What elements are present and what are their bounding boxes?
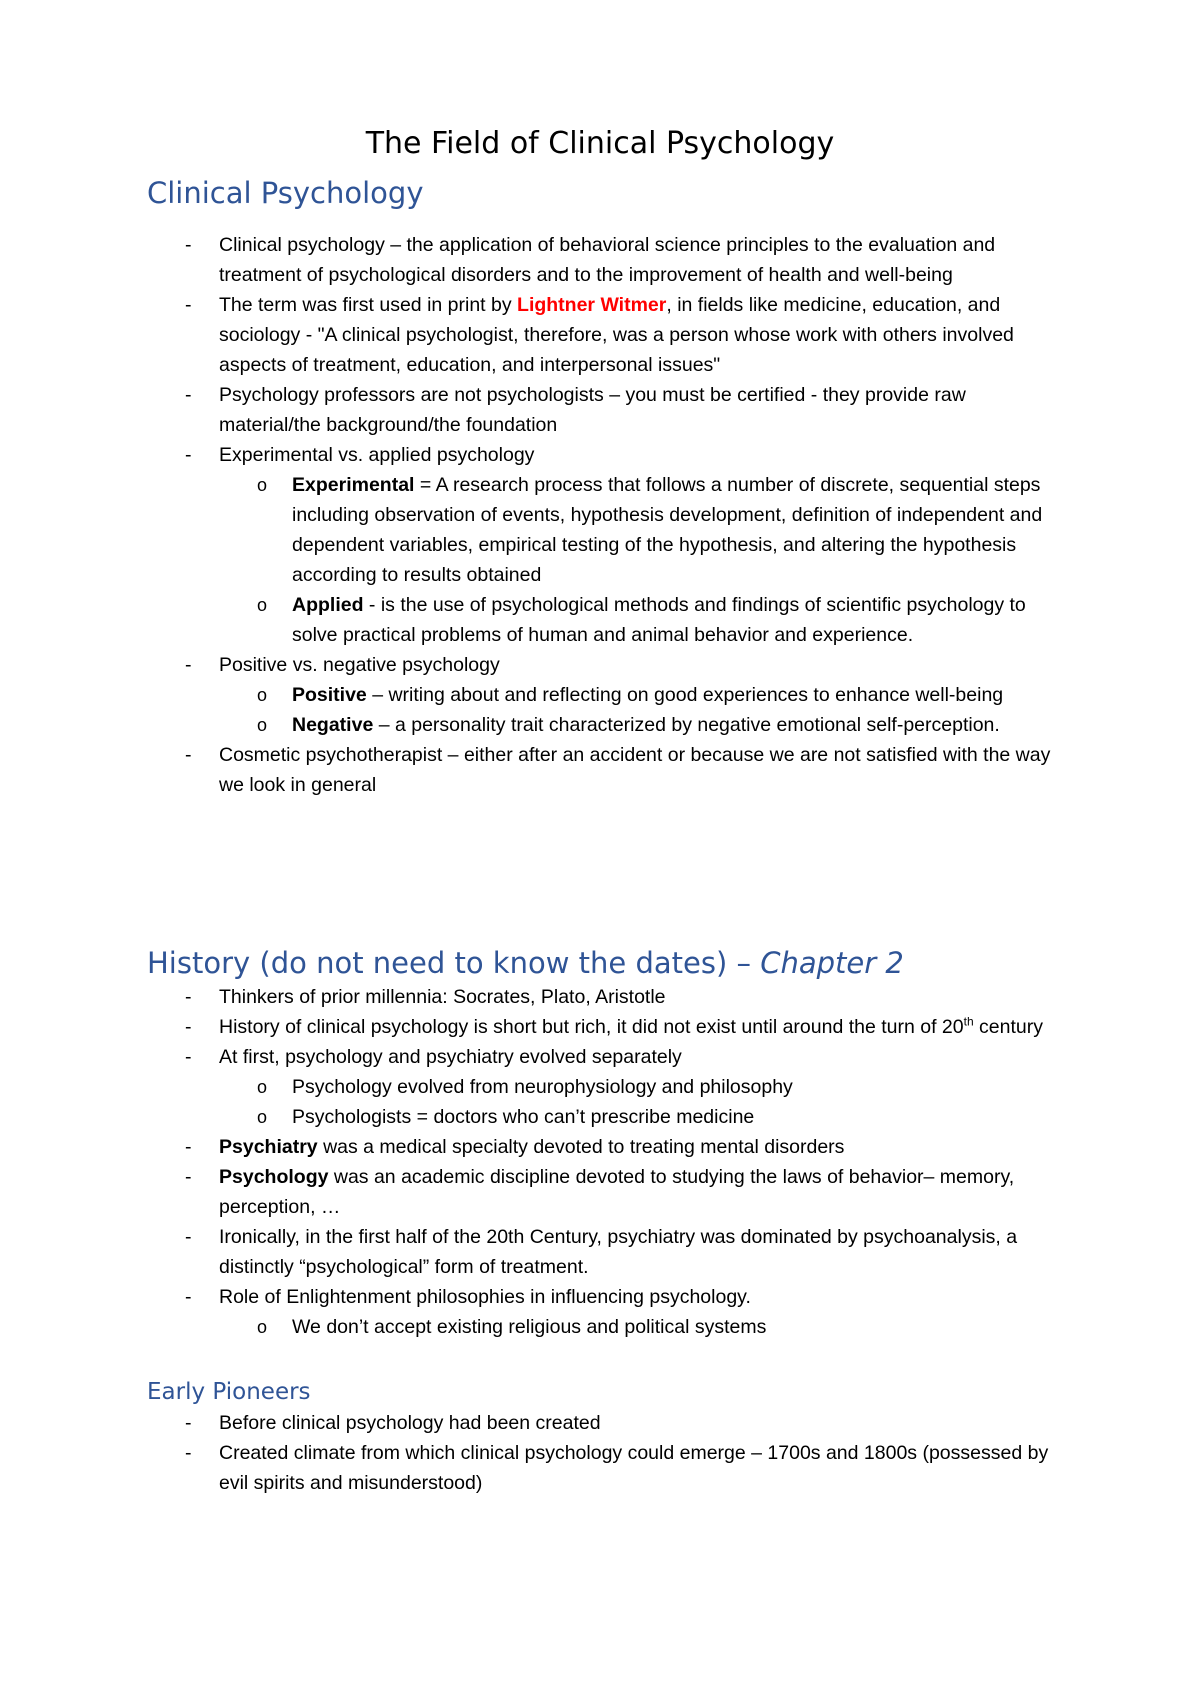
item-text: At first, psychology and psychiatry evolved separately <box>219 1046 682 1068</box>
circle-bullet: o <box>257 1107 268 1127</box>
item-text: Experimental vs. applied psychology <box>219 444 535 466</box>
list-item <box>0 1162 1059 1222</box>
dash-bullet: - <box>185 1226 192 1248</box>
history-list <box>0 982 1200 1342</box>
list-item <box>0 1132 1059 1162</box>
list-item <box>0 982 1059 1012</box>
heading-early-pioneers: Early Pioneers <box>147 1379 311 1405</box>
list-item <box>0 380 1059 440</box>
list-item <box>0 1438 1059 1498</box>
dash-bullet: - <box>185 384 192 406</box>
item-term: Positive <box>292 684 367 706</box>
item-text: , in fields like medicine, education, and sociology - "A clinical psychologist, therefore, was a person whose work with others involved aspects of treatment, education, and interpersonal issues" <box>219 294 1014 376</box>
list-item <box>0 650 1059 680</box>
list-item <box>0 740 1059 800</box>
item-term: Experimental <box>292 474 415 496</box>
item-text: – writing about and reflecting on good experiences to enhance well-being <box>366 684 1004 706</box>
circle-bullet: o <box>257 595 268 615</box>
list-item <box>0 230 1059 290</box>
dash-bullet: - <box>185 1412 192 1434</box>
item-text: Positive vs. negative psychology <box>219 654 500 676</box>
dash-bullet: - <box>185 444 192 466</box>
list-item <box>0 1012 1059 1042</box>
dash-bullet: - <box>185 1442 192 1464</box>
heading-text: History (do not need to know the dates) – <box>147 946 761 980</box>
pioneers-list <box>0 1408 1200 1498</box>
item-text: Cosmetic psychotherapist – either after an accident or because we are not satisfied with the way we look in general <box>219 744 1051 796</box>
item-text: We don’t accept existing religious and political systems <box>292 1316 767 1338</box>
item-text: Role of Enlightenment philosophies in influencing psychology. <box>219 1286 751 1308</box>
list-item <box>0 290 1059 380</box>
dash-bullet: - <box>185 234 192 256</box>
item-text: The term was first used in print by <box>219 294 518 316</box>
dash-bullet: - <box>185 1016 192 1038</box>
item-text: was an academic discipline devoted to studying the laws of behavior– memory, perception, … <box>219 1166 1015 1218</box>
item-text: century <box>973 1016 1044 1038</box>
item-text: Ironically, in the first half of the 20th Century, psychiatry was dominated by psychoanalysis, a distinctly “psychological” form of treatment. <box>219 1226 1018 1278</box>
document-title: The Field of Clinical Psychology <box>365 126 835 161</box>
item-text: Psychology professors are not psychologists – you must be certified - they provide raw material/the background/the foundation <box>219 384 966 436</box>
clinical-list <box>0 230 1200 800</box>
item-text: = A research process that follows a number of discrete, sequential steps including observation of events, hypothesis development, definition of independent and dependent variables, empirical testing of the hypothesis, and altering the hypothesis according to results obtained <box>292 474 1043 586</box>
circle-bullet: o <box>257 685 268 705</box>
sub-list-item <box>0 710 1059 740</box>
dash-bullet: - <box>185 744 192 766</box>
dash-bullet: - <box>185 1166 192 1188</box>
dash-bullet: - <box>185 654 192 676</box>
item-text: Created climate from which clinical psychology could emerge – 1700s and 1800s (possessed by evil spirits and misunderstood) <box>219 1442 1049 1494</box>
list-item <box>0 1282 1059 1312</box>
sub-list-item <box>0 590 1059 650</box>
list-item <box>0 1042 1059 1072</box>
dash-bullet: - <box>185 1136 192 1158</box>
item-term: Negative <box>292 714 374 736</box>
item-text: Before clinical psychology had been created <box>219 1412 601 1434</box>
dash-bullet: - <box>185 294 192 316</box>
list-item <box>0 1222 1059 1282</box>
item-text: Psychology evolved from neurophysiology and philosophy <box>292 1076 793 1098</box>
item-text: Psychologists = doctors who can’t prescribe medicine <box>292 1106 755 1128</box>
item-text: Thinkers of prior millennia: Socrates, Plato, Aristotle <box>219 986 666 1008</box>
item-term: Psychiatry <box>219 1136 318 1158</box>
list-item <box>0 440 1059 470</box>
heading-chapter: Chapter 2 <box>760 946 904 980</box>
circle-bullet: o <box>257 1077 268 1097</box>
sub-list-item <box>0 470 1059 590</box>
item-text: – a personality trait characterized by negative emotional self-perception. <box>373 714 1000 736</box>
dash-bullet: - <box>185 1046 192 1068</box>
dash-bullet: - <box>185 986 192 1008</box>
dash-bullet: - <box>185 1286 192 1308</box>
superscript: th <box>963 1014 974 1029</box>
circle-bullet: o <box>257 1317 268 1337</box>
sub-list-item <box>0 1072 1059 1102</box>
list-item <box>0 1408 1059 1438</box>
item-text: History of clinical psychology is short but rich, it did not exist until around the turn of 20 <box>219 1016 964 1038</box>
heading-clinical-psychology: Clinical Psychology <box>147 176 424 210</box>
heading-history <box>147 945 904 981</box>
item-term: Applied <box>292 594 364 616</box>
sub-list-item <box>0 1312 1059 1342</box>
circle-bullet: o <box>257 475 268 495</box>
item-term: Psychology <box>219 1166 329 1188</box>
item-text: Clinical psychology – the application of behavioral science principles to the evaluation and treatment of psychological disorders and to the improvement of health and well-being <box>219 234 996 286</box>
circle-bullet: o <box>257 715 268 735</box>
sub-list-item <box>0 680 1059 710</box>
item-text: - is the use of psychological methods and findings of scientific psychology to solve practical problems of human and animal behavior and experience. <box>292 594 1026 646</box>
sub-list-item <box>0 1102 1059 1132</box>
highlight-name: Lightner Witmer <box>517 294 667 316</box>
item-text: was a medical specialty devoted to treating mental disorders <box>317 1136 845 1158</box>
